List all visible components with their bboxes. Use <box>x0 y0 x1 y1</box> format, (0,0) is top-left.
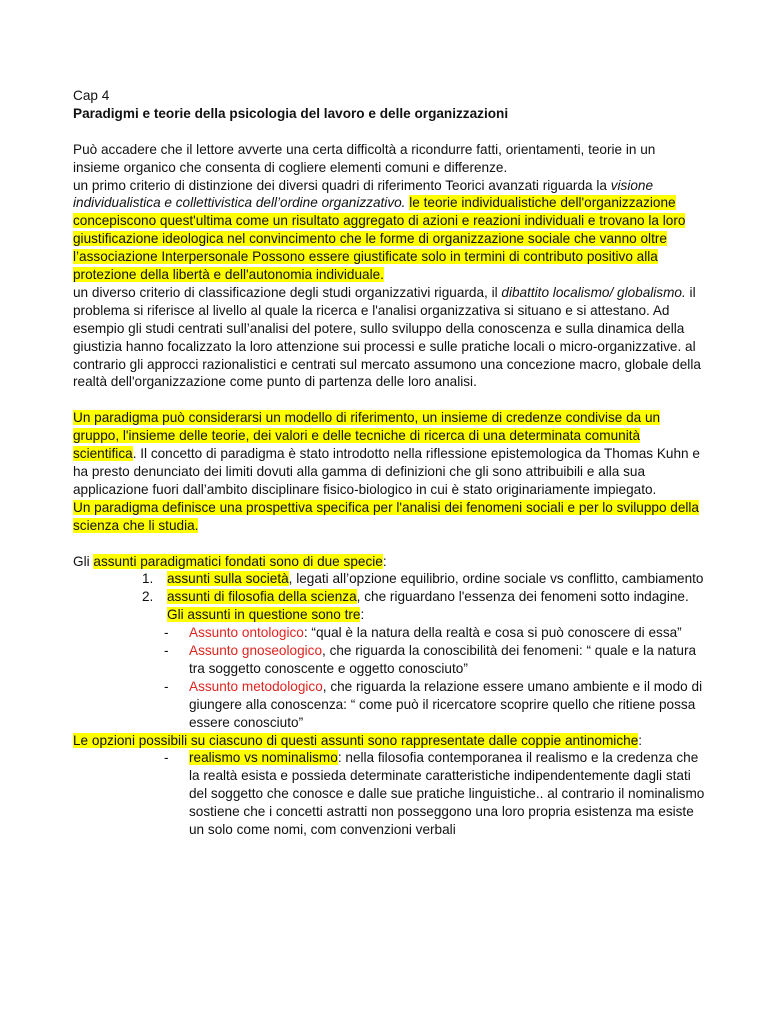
dash-bullet: - <box>164 643 169 659</box>
numbered-list <box>73 570 705 624</box>
paragraph-paradigma: Un paradigma può considerarsi un modello di riferimento, un insieme di credenze condivise da un gruppo, l'insieme delle teorie, dei valori e delle tecniche di ricerca di una determinata comunità scientifica. Il concetto di paradigma è stato introdotto nella riflessione epistemologica da Thomas Kuhn e ha presto denunciato dei limiti dovuti alla gamma di definizioni che gli sono attribuibili e alla sua applicazione fuori dall’ambito disciplinare fisico-biologico in cui è stato originariamente impiegato. <box>73 410 700 497</box>
italic-term: visione individualistica e collettivistica dell’ordine organizzativo. <box>73 177 654 211</box>
paragraph-assunti: Gli assunti paradigmatici fondati sono di due specie: <box>73 553 387 569</box>
highlight: Le opzioni possibili su ciascuno di questi assunti sono rappresentate dalle coppie antinomiche <box>73 732 639 748</box>
chapter-title: Paradigmi e teorie della psicologia del lavoro e delle organizzazioni <box>73 105 509 121</box>
paragraph-paradigma-definizione <box>73 499 705 535</box>
red-term: Assunto ontologico <box>189 625 304 641</box>
list-item: - Assunto ontologico: “qual è la natura della realtà e cosa si può conoscere di essa” <box>164 625 682 641</box>
highlight: Gli assunti in questione sono tre <box>167 607 361 623</box>
list-item: - Assunto metodologico, che riguarda la relazione essere umano ambiente e il modo di giungere alla conoscenza: “ come può il ricercatore scoprire quello che ritiene possa essere conosciuto” <box>164 678 703 730</box>
italic-term: dibattito localismo/ globalismo. <box>501 284 686 300</box>
dash-bullet: - <box>164 750 169 766</box>
assunti-list <box>73 624 705 731</box>
highlight: le teorie individualistiche dell'organizzazione concepiscono quest'ultima come un risultato aggregato di azioni e reazioni individuali e trovano la loro giustificazione ideologica nel convincimento che le forme di organizzazione sociale che vanno oltre l’associazione Interpersonale Possono essere giustificate solo in termini di contributo positivo alla protezione della libertà e dell'autonomia individuale. <box>73 195 686 283</box>
list-item: 2. assunti di filosofia della scienza, che riguardano l'essenza dei fenomeni sotto indagine. Gli assunti in questione sono tre: <box>142 589 689 623</box>
list-item: 1. assunti sulla società, legati all’opzione equilibrio, ordine sociale vs conflitto, cambiamento <box>142 571 704 587</box>
highlight: assunti paradigmatici fondati sono di due specie <box>93 553 383 569</box>
list-number: 1. <box>142 571 154 587</box>
paragraph-opzioni: Le opzioni possibili su ciascuno di questi assunti sono rappresentate dalle coppie antinomiche: <box>73 732 643 748</box>
list-item: - Assunto gnoseologico, che riguarda la conoscibilità dei fenomeni: “ quale e la natura tra soggetto conoscente e oggetto conosciuto” <box>164 643 697 676</box>
document-body <box>73 87 705 839</box>
highlight: Un paradigma definisce una prospettiva specifica per l'analisi dei fenomeni sociali e per lo sviluppo della scienza che li studia. <box>73 499 699 533</box>
paragraph-criterio-2: un diverso criterio di classificazione degli studi organizzativi riguarda, il dibattito localismo/ globalismo. il problema si riferisce al livello al quale la ricerca e l'analisi organizzativa si situano e si attestano. Ad esempio gli studi centrati sull’analisi del potere, sullo sviluppo della conoscenza e sulla dinamica della giustizia hanno focalizzato la loro attenzione sui processi e sulle pratiche locali o micro-organizzative. al contrario gli approcci razionalistici e centrati sul mercato assumono una concezione macro, globale della realtà dell'organizzazione come punto di partenza delle loro analisi. <box>73 284 701 390</box>
dash-bullet: - <box>164 625 169 641</box>
red-term: Assunto gnoseologico <box>189 643 323 659</box>
highlight: assunti di filosofia della scienza <box>167 589 357 605</box>
red-term: Assunto metodologico <box>189 678 323 694</box>
highlight: assunti sulla società <box>167 571 289 587</box>
list-number: 2. <box>142 589 154 605</box>
paragraph-criterio-1: un primo criterio di distinzione dei diversi quadri di riferimento Teorici avanzati riguarda la visione individualistica e collettivistica dell’ordine organizzativo. le teorie individualistiche dell'organizzazione concepiscono quest'ultima come un risultato aggregato di azioni e reazioni individuali e trovano la loro giustificazione ideologica nel convincimento che le forme di organizzazione sociale che vanno oltre l’associazione Interpersonale Possono essere giustificate solo in termini di contributo positivo alla protezione della libertà e dell'autonomia individuale. <box>73 177 686 283</box>
list-item: - realismo vs nominalismo: nella filosofia contemporanea il realismo e la credenza che la realtà esista e possieda determinate caratteristiche indipendentemente dagli stati del soggetto che conosce e dalle sue pratiche linguistiche.. al contrario il nominalismo sostiene che i concetti astratti non posseggono una loro propria esistenza ma esiste un solo come nomi, com convenzioni verbali <box>164 750 705 838</box>
dash-bullet: - <box>164 678 169 694</box>
highlight: Un paradigma può considerarsi un modello di riferimento, un insieme di credenze condivise da un gruppo, l'insieme delle teorie, dei valori e delle tecniche di ricerca di una determinata comunità scientifica <box>73 410 661 462</box>
chapter-label: Cap 4 <box>73 88 110 103</box>
highlight: realismo vs nominalismo <box>189 750 338 766</box>
opzioni-list <box>73 749 705 839</box>
paragraph-intro: Può accadere che il lettore avverte una certa difficoltà a ricondurre fatti, orientamenti, teorie in un insieme organico che consenta di cogliere elementi comuni e differenze. <box>73 141 656 175</box>
